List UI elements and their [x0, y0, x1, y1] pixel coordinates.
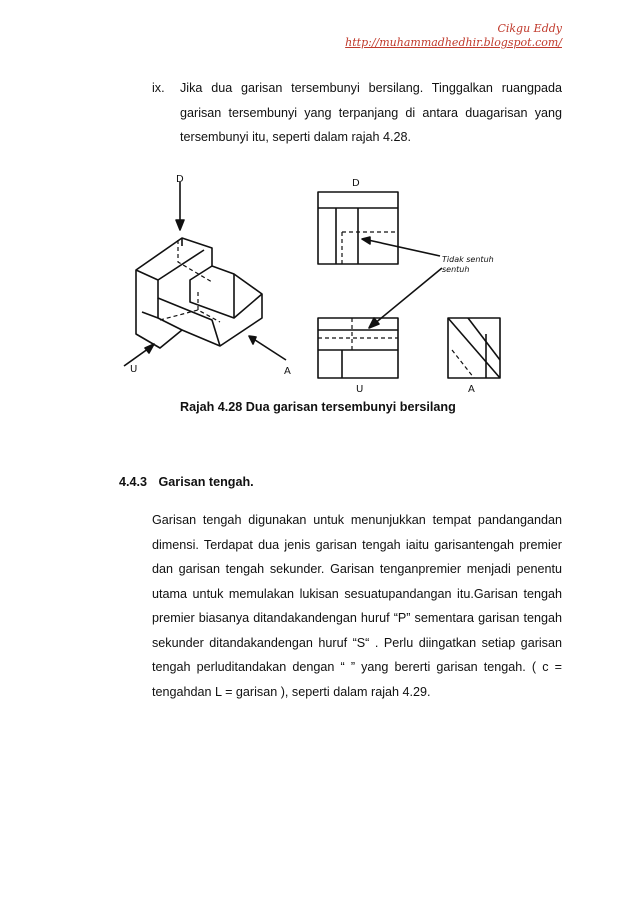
label-d-isometric: D [176, 174, 184, 185]
label-d-top-view: D [352, 178, 360, 189]
label-u-front-view: U [356, 384, 364, 395]
front-view [318, 318, 398, 378]
body-paragraph: Garisan tengah digunakan untuk menunjukkan tempat pandangandan dimensi. Terdapat dua jenis garisan tengah iaitu garisantengah premier dan garisan tengah sekunder. Garisan tenganpremier menjadi penentu utama untuk memulakan lukisan sesuatupandangan itu.Garisan tengah premier biasanya ditandakandengan huruf “P” sementara garisan tengah sekunder ditandakandengan huruf “S“ . Perlu diingatkan setiap garisan tengah perluditandakan dengan “ ” yang bererti garisan tengah. ( c = tengahdan L = garisan ), seperti dalam rajah 4.29. [152, 513, 562, 699]
header-author: Cikgu Eddy [497, 22, 562, 35]
list-item-text: Jika dua garisan tersembunyi bersilang. Tinggalkan ruangpada garisan tersembunyi yang terpanjang di antara duagarisan yang tersembunyi itu, seperti dalam rajah 4.28. [180, 81, 562, 144]
header-blog-link[interactable]: http://muhammadhedhir.blogspot.com/ [345, 36, 562, 49]
list-item-number: ix. [152, 81, 165, 95]
figure-caption: Rajah 4.28 Dua garisan tersembunyi bersilang [180, 400, 456, 414]
side-view [448, 318, 500, 378]
section-number: 4.4.3 [119, 475, 148, 489]
isometric-view [124, 182, 286, 366]
section-title: Garisan tengah. [158, 475, 254, 489]
page-header [345, 22, 562, 50]
note-line-2: sentuh [442, 265, 470, 274]
top-view [318, 192, 398, 264]
note-leaders [362, 237, 442, 328]
label-a-isometric: A [284, 366, 291, 377]
note-line-1: Tidak sentuh [442, 255, 494, 264]
label-a-side-view: A [468, 384, 475, 395]
figure-4-28 [112, 170, 552, 400]
label-u-isometric: U [130, 364, 138, 375]
section-heading [119, 475, 254, 489]
